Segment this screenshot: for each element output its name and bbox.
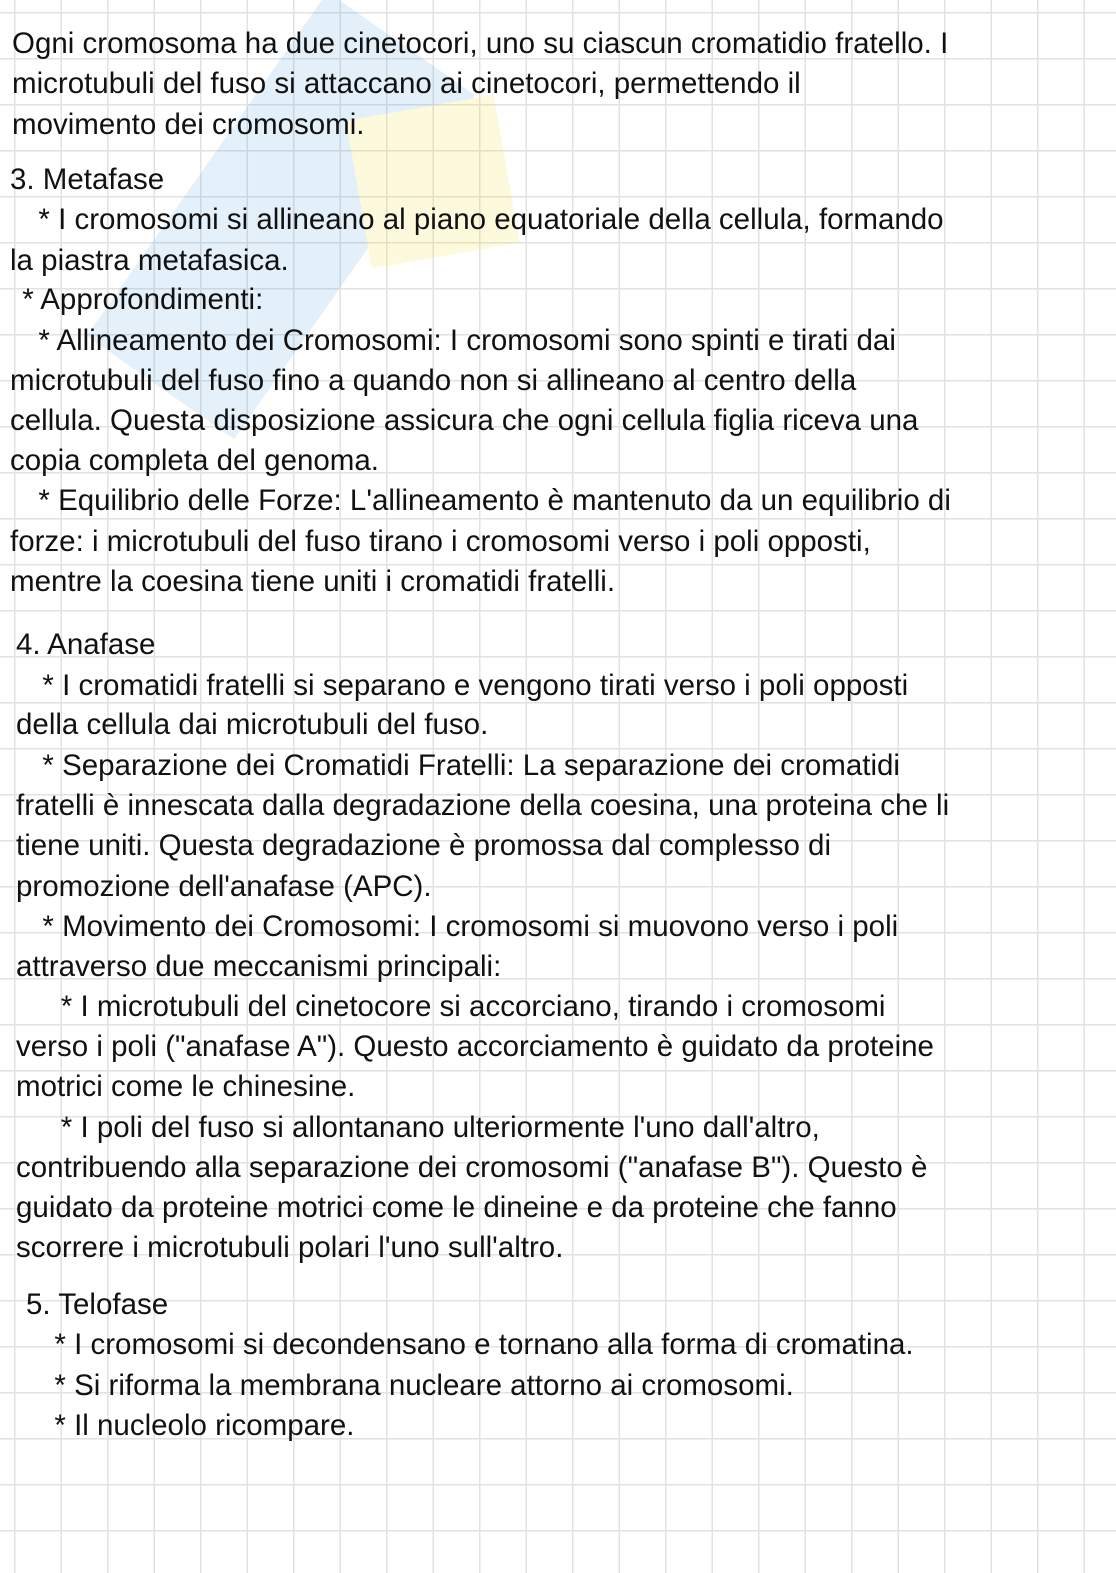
section-heading: 4. Anafase — [16, 628, 156, 661]
text-line: * I microtubuli del cinetocore si accorciano, tirando i cromosomi — [28, 990, 886, 1023]
text-line: * Il nucleolo ricompare. — [38, 1409, 355, 1442]
text-line: * I poli del fuso si allontanano ulteriormente l'uno dall'altro, — [28, 1111, 820, 1144]
text-line: * Movimento dei Cromosomi: I cromosomi si muovono verso i poli — [26, 910, 899, 943]
text-line: della cellula dai microtubuli del fuso. — [16, 708, 489, 741]
text-line: * Equilibrio delle Forze: L'allineamento è mantenuto da un equilibrio di — [22, 484, 951, 517]
text-line: scorrere i microtubuli polari l'uno sull'altro. — [16, 1231, 564, 1264]
text-line: fratelli è innescata dalla degradazione della coesina, una proteina che li — [16, 789, 950, 822]
text-line: attraverso due meccanismi principali: — [16, 950, 502, 983]
text-line: * Approfondimenti: — [14, 283, 264, 316]
text-line: motrici come le chinesine. — [16, 1070, 356, 1103]
text-line: Ogni cromosoma ha due cinetocori, uno su ciascun cromatidio fratello. I — [12, 27, 949, 60]
text-line: la piastra metafasica. — [10, 244, 289, 277]
text-line: * Separazione dei Cromatidi Fratelli: La separazione dei cromatidi — [26, 749, 900, 782]
text-line: copia completa del genoma. — [10, 444, 379, 477]
text-line: forze: i microtubuli del fuso tirano i cromosomi verso i poli opposti, — [10, 525, 871, 558]
text-line: microtubuli del fuso si attaccano ai cinetocori, permettendo il — [12, 67, 801, 100]
text-line: verso i poli ("anafase A"). Questo accorciamento è guidato da proteine — [16, 1030, 934, 1063]
text-line: * I cromosomi si allineano al piano equatoriale della cellula, formando — [22, 203, 944, 236]
text-line: mentre la coesina tiene uniti i cromatidi fratelli. — [10, 565, 616, 598]
text-line: tiene uniti. Questa degradazione è promossa dal complesso di — [16, 829, 832, 862]
section-heading: 5. Telofase — [26, 1288, 169, 1321]
section-heading: 3. Metafase — [10, 163, 165, 196]
text-line: guidato da proteine motrici come le dineine e da proteine che fanno — [16, 1191, 897, 1224]
text-line: cellula. Questa disposizione assicura che ogni cellula figlia riceva una — [10, 404, 919, 437]
text-line: * I cromatidi fratelli si separano e vengono tirati verso i poli opposti — [26, 669, 909, 702]
text-line: microtubuli del fuso fino a quando non si allineano al centro della — [10, 364, 857, 397]
text-line: * Allineamento dei Cromosomi: I cromosomi sono spinti e tirati dai — [22, 324, 896, 357]
text-line: contribuendo alla separazione dei cromosomi ("anafase B"). Questo è — [16, 1151, 928, 1184]
text-line: movimento dei cromosomi. — [12, 108, 365, 141]
text-line: * Si riforma la membrana nucleare attorno ai cromosomi. — [38, 1369, 794, 1402]
text-line: promozione dell'anafase (APC). — [16, 870, 432, 903]
text-line: * I cromosomi si decondensano e tornano alla forma di cromatina. — [38, 1328, 914, 1361]
